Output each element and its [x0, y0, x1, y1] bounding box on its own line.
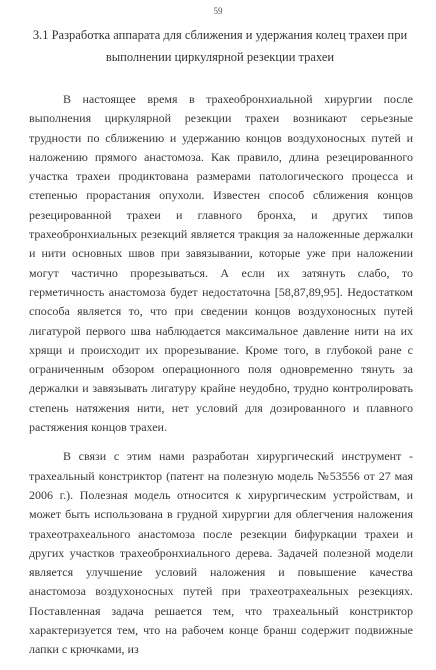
paragraph: В связи с этим нами разработан хирургический инструмент - трахеальный констриктор (патент на полезную модель №53556 от 27 мая 2006 г.). Полезная модель относится к хирургическим устройствам, и может быть использована в грудной хирургии для облегчения наложения трахеотрахеального анастомоза после резекции бифуркации трахеи и других участков трахеобронхиального дерева. Задачей полезной модели является улучшение условий наложения и повышение качества анастомоза воздухоносных путей при трахеотрахеальных резекциях. Поставленная задача решается тем, что трахеальный констриктор характеризуется тем, что на рабочем конце бранш содержит подвижные лапки с крючками, из [29, 449, 413, 657]
paragraph: В настоящее время в трахеобронхиальной хирургии после выполнения циркулярной резекции трахеи возникают серьезные трудности по сближению и удержанию концов воздухоносных путей и наложению прямого анастомоза. Как правило, длина резецированного участка трахеи продиктована размерами патологического процесса и степенью прорастания опухоли. Известен способ сближения концов резецированной трахеи и главного бронха, и других типов трахеобронхиальных резекций является тракция за наложенные держалки и нити основных швов при завязывании, которые уже при наложении могут частично прорезываться. А если их затянуть слабо, то герметичность анастомоза будет недостаточна [58,87,89,95]. Недостатком способа является то, что при сведении концов воздухоносных путей лигатурой первого шва наблюдается максимальное давление нити на их хрящи и происходит их прорезывание. Кроме того, в глубокой ране с ограниченным обзором операционного поля одновременно тянуть за держалки и завязывать лигатуру крайне неудобно, трудно контролировать степень натяжения нити, нет условий для дозированного и плавного растяжения концов трахеи. [29, 92, 413, 435]
body-text [29, 90, 413, 670]
section-heading: 3.1 Разработка аппарата для сближения и удержания колец трахеи при выполнении циркулярной резекции трахеи [32, 28, 408, 64]
page-number: 59 [213, 6, 223, 16]
